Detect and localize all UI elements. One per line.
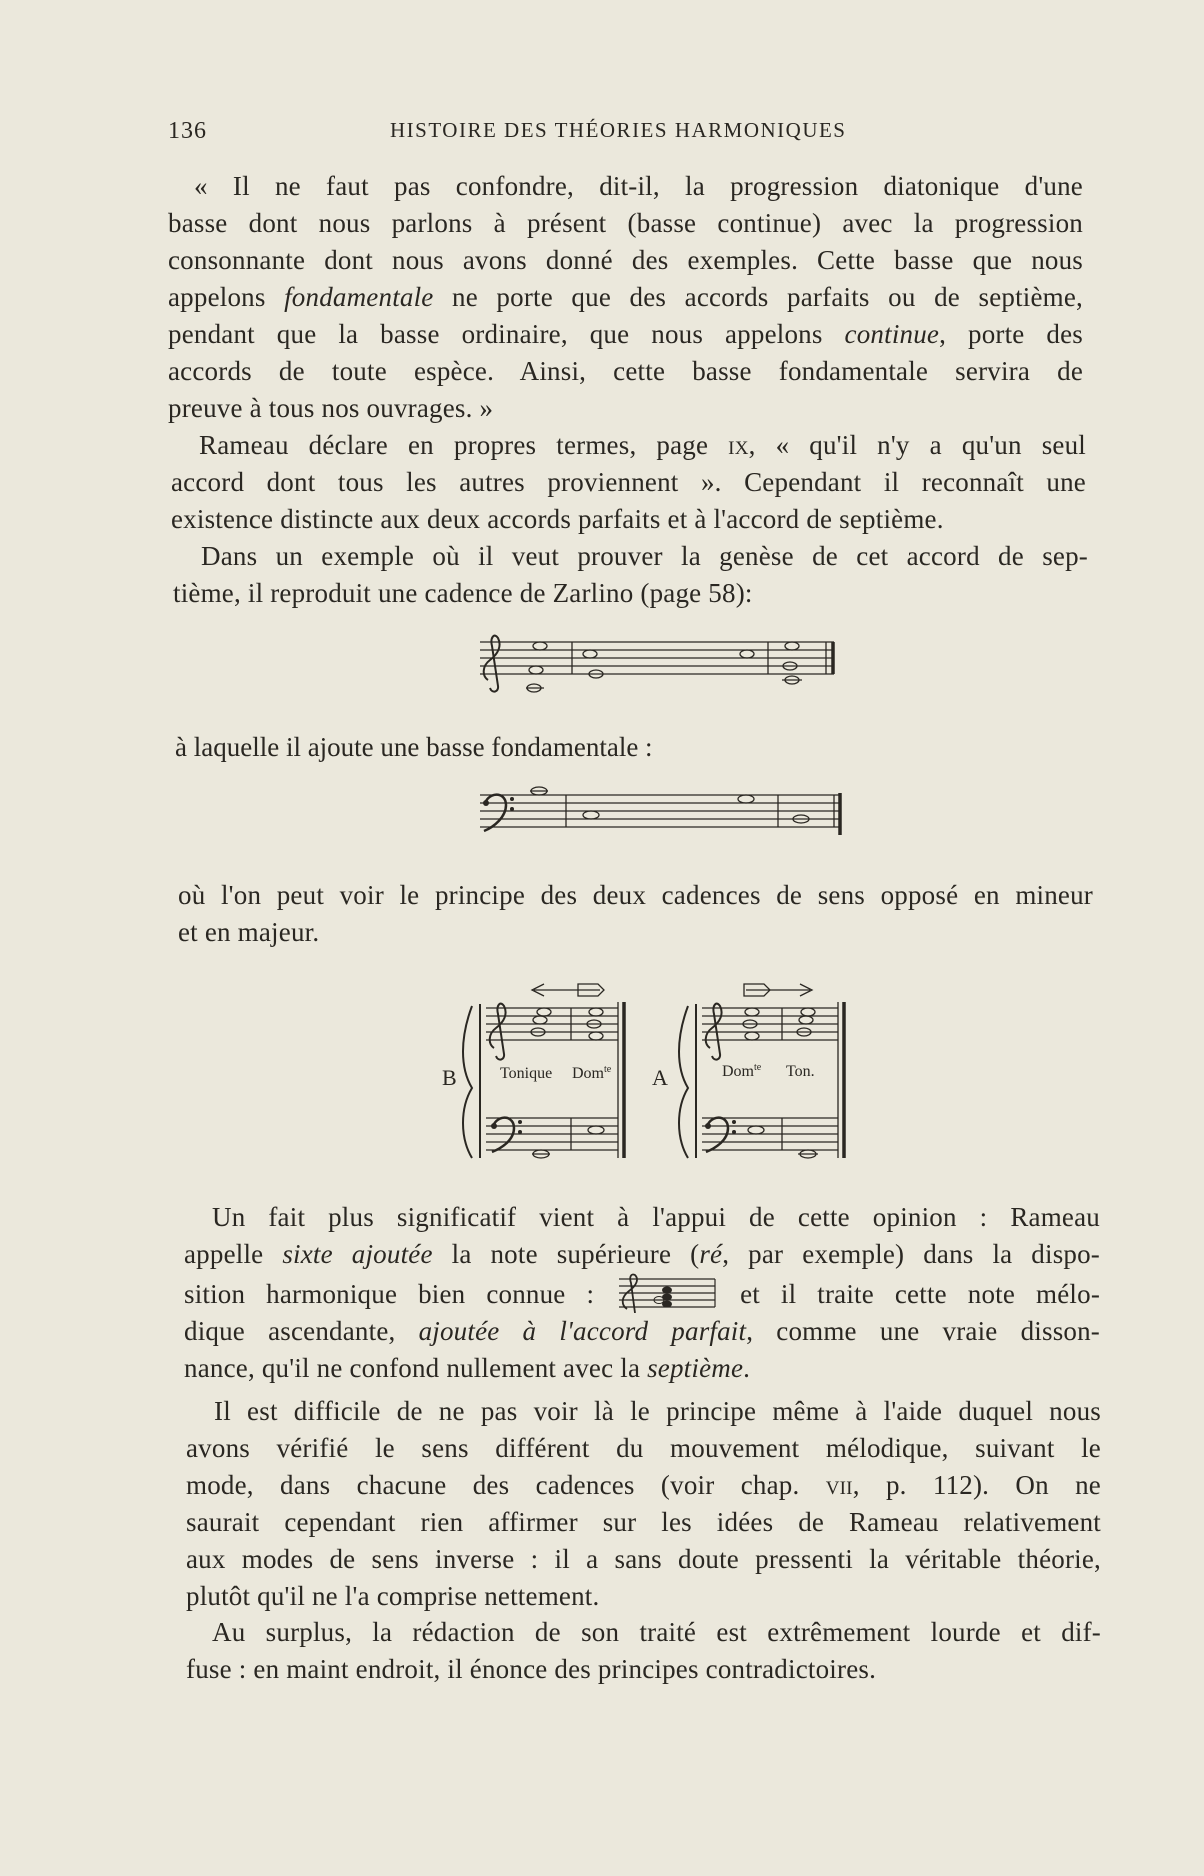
fundamental-bass-staff bbox=[476, 785, 846, 845]
text-line: accords de toute espèce. Ainsi, cette basse fondamentale servira de bbox=[168, 356, 1083, 386]
text-line: Un fait plus significatif vient à l'appui de cette opinion : Rameau bbox=[212, 1202, 1100, 1232]
italic-term: septième bbox=[647, 1353, 744, 1383]
text-line: appelons fondamentale ne porte que des accords parfaits ou de septième, bbox=[168, 282, 1083, 312]
text-line: Au surplus, la rédaction de son traité est extrêmement lourde et dif- bbox=[212, 1617, 1101, 1647]
text-line: preuve à tous nos ouvrages. » bbox=[168, 393, 494, 423]
text-line: dique ascendante, ajoutée à l'accord parfait, comme une vraie disson- bbox=[184, 1316, 1100, 1346]
italic-term: fondamentale bbox=[284, 282, 434, 312]
text-line: sition harmonique bien connue : et il traite cette note mélo- bbox=[184, 1273, 1100, 1313]
label-a-tonique: Ton. bbox=[786, 1063, 815, 1080]
text-line: consonnante dont nous avons donné des exemples. Cette basse que nous bbox=[168, 245, 1083, 275]
text-line: avons vérifié le sens différent du mouvement mélodique, suivant le bbox=[186, 1433, 1101, 1463]
running-header bbox=[168, 118, 1068, 150]
label-a-dominante: Dom$^{te}$ bbox=[722, 1062, 762, 1080]
text-line: où l'on peut voir le principe des deux cadences de sens opposé en mineur bbox=[178, 880, 1093, 910]
text-line: Rameau déclare en propres termes, page ix, « qu'il n'y a qu'un seul bbox=[199, 430, 1086, 460]
caption-bass-line: à laquelle il ajoute une basse fondamentale : bbox=[175, 732, 653, 762]
text-line: Dans un exemple où il veut prouver la genèse de cet accord de sep- bbox=[201, 541, 1088, 571]
text-line: basse dont nous parlons à présent (basse continue) avec la progression bbox=[168, 208, 1083, 238]
text-line: fuse : en maint endroit, il énonce des principes contradictoires. bbox=[186, 1654, 877, 1684]
text-line: tième, il reproduit une cadence de Zarlino (page 58): bbox=[173, 578, 753, 608]
text-line: et en majeur. bbox=[178, 917, 320, 947]
text-line: existence distincte aux deux accords parfaits et à l'accord de septième. bbox=[171, 504, 944, 534]
italic-term: ajoutée à l'accord parfait bbox=[418, 1316, 747, 1346]
paragraph-surplus bbox=[186, 1614, 1101, 1688]
text-line: appelle sixte ajoutée la note supérieure (ré, par exemple) dans la dispo- bbox=[184, 1239, 1101, 1269]
paragraph-principle bbox=[178, 877, 1093, 951]
label-a: A bbox=[652, 1065, 668, 1090]
paragraph-sixte-ajoutee bbox=[184, 1199, 1100, 1387]
paragraph-zarlino bbox=[173, 538, 1088, 612]
cadences-figure bbox=[436, 978, 856, 1168]
paragraph-conclusion bbox=[186, 1393, 1101, 1615]
label-b-tonique: Tonique bbox=[500, 1065, 553, 1082]
text-line: « Il ne faut pas confondre, dit-il, la progression diatonique d'une bbox=[194, 171, 1083, 201]
label-b: B bbox=[442, 1065, 457, 1090]
text-line: aux modes de sens inverse : il a sans doute pressenti la véritable théorie, bbox=[186, 1544, 1101, 1574]
text-line: pendant que la basse ordinaire, que nous appelons continue, porte des bbox=[168, 319, 1084, 349]
text-line: accord dont tous les autres proviennent ». Cependant il reconnaît une bbox=[171, 467, 1086, 497]
text-line: Il est difficile de ne pas voir là le principe même à l'aide duquel nous bbox=[214, 1396, 1101, 1426]
running-title: HISTOIRE DES THÉORIES HARMONIQUES bbox=[390, 118, 847, 142]
text-line: plutôt qu'il ne l'a comprise nettement. bbox=[186, 1581, 600, 1611]
label-b-dominante: Dom$^{te}$ bbox=[572, 1064, 612, 1082]
paragraph-rameau bbox=[171, 427, 1086, 538]
text-line: saurait cependant rien affirmer sur les idées de Rameau relativement bbox=[186, 1507, 1101, 1537]
zarlino-cadence-staff bbox=[472, 630, 842, 710]
italic-term: ré bbox=[699, 1239, 723, 1269]
italic-term: sixte ajoutée bbox=[282, 1239, 433, 1269]
text-line: nance, qu'il ne confond nullement avec la septième. bbox=[184, 1353, 751, 1383]
italic-term: continue bbox=[844, 319, 940, 349]
inline-chord-staff bbox=[615, 1273, 719, 1313]
paragraph-quote bbox=[168, 168, 1083, 427]
page-number: 136 bbox=[168, 118, 207, 144]
text-line: mode, dans chacune des cadences (voir chap. vii, p. 112). On ne bbox=[186, 1470, 1101, 1500]
